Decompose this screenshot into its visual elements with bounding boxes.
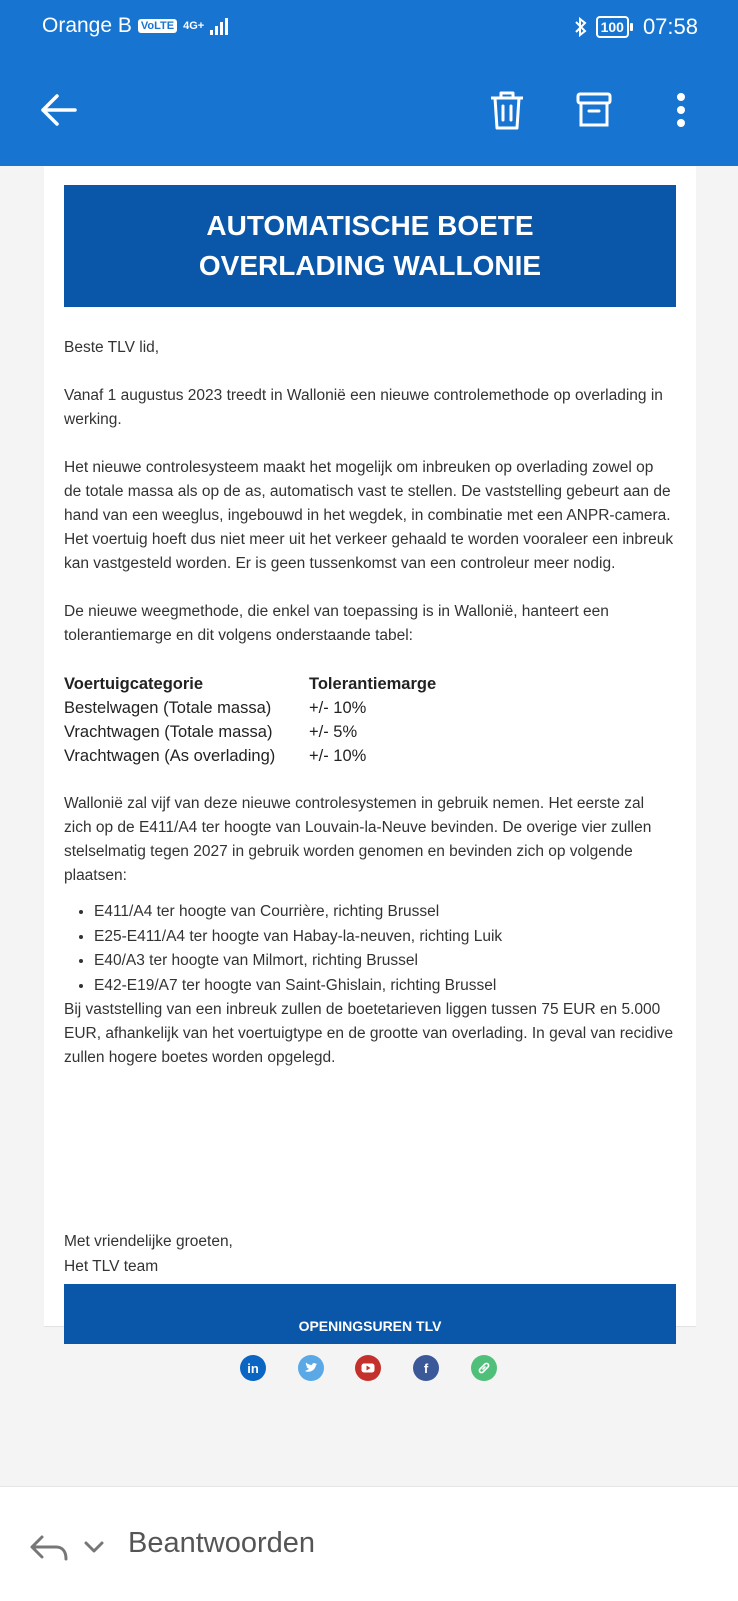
cell-category: Vrachtwagen (Totale massa) [64,723,273,741]
paragraph-fines: Bij vaststelling van een inbreuk zullen de boetetarieven liggen tussen 75 EUR en 5.000 EUR, afhankelijk van het voertuigtype en de grootte van overlading. In geval van recidive zullen hogere boetes worden opgelegd. [64,1001,674,1066]
signoff-greeting: Met vriendelijke groeten, [64,1233,233,1250]
archive-icon [574,89,614,131]
table-row [64,696,674,720]
email-card [44,166,696,1327]
back-button[interactable] [30,82,86,138]
reply-button[interactable] [28,1517,428,1577]
facebook-link[interactable] [413,1355,439,1381]
linkedin-link[interactable] [240,1355,266,1381]
header-category: Voertuigcategorie [64,675,204,693]
status-left [42,14,228,38]
battery-icon: 100 [596,16,629,38]
header-margin: Tolerantiemarge [309,675,437,693]
reply-icon [28,1533,70,1563]
arrow-left-icon [37,89,79,131]
cell-margin: +/- 10% [309,747,367,765]
website-link[interactable] [471,1355,497,1381]
mail-toolbar [0,52,738,166]
link-icon [477,1361,491,1375]
more-options-button[interactable] [666,82,696,138]
youtube-icon [361,1363,375,1373]
network-type: 4G+ [183,19,205,32]
cell-margin: +/- 10% [309,699,367,717]
volte-badge: VoLTE [138,19,177,33]
signoff-team: Het TLV team [64,1258,159,1275]
twitter-icon [304,1362,318,1374]
reply-label: Beantwoorden [128,1527,316,1559]
greeting: Beste TLV lid, [64,339,160,356]
paragraph-locations-intro: Wallonië zal vijf van deze nieuwe controlesystemen in gebruik nemen. Het eerste zal zich op de E411/A4 ter hoogte van Louvain-la-Neuve bevinden. De overige vier zullen stelselmatig tegen 2027 in gebruik worden genomen en bevinden zich op volgende plaatsen: [64,795,652,884]
reply-bar [0,1486,738,1601]
cell-category: Bestelwagen (Totale massa) [64,699,272,717]
banner-title-line2: OVERLADING WALLONIE [198,250,542,281]
social-links [0,1355,738,1385]
opening-hours-banner [64,1284,676,1344]
signal-icon [210,17,228,35]
locations-list [64,900,674,998]
linkedin-icon: in [247,1360,259,1376]
bluetooth-icon [574,16,588,38]
list-item: • E40/A3 ter hoogte van Milmort, richting Brussel [94,949,674,974]
table-row [64,720,674,744]
paragraph-system: Het nieuwe controlesysteem maakt het mogelijk om inbreuken op overlading zowel op de totale massa als op de as, automatisch vast te stellen. De vaststelling gebeurt aan de hand van een weeglus, ingebouwd in het wegdek, in combinatie met een ANPR-camera. Het voertuig hoeft dus niet meer uit het verkeer gehaald te worden vooraleer een inbreuk kan vastgesteld worden. Er is geen tussenkomst van een controleur meer nodig. [64,459,674,572]
more-vertical-icon [676,92,686,128]
cell-category: Vrachtwagen (As overlading) [64,747,276,765]
list-item: • E411/A4 ter hoogte van Courrière, richting Brussel [94,900,674,925]
carrier-name: Orange B [42,14,132,37]
trash-icon [487,88,527,132]
delete-button[interactable] [479,82,535,138]
banner-title-line1: AUTOMATISCHE BOETE [206,210,534,241]
status-bar [0,0,738,52]
list-item: • E25-E411/A4 ter hoogte van Habay-la-neuven, richting Luik [94,925,674,950]
list-item: • E42-E19/A7 ter hoogte van Saint-Ghislain, richting Brussel [94,974,674,999]
email-body [64,336,674,1094]
paragraph-method: De nieuwe weegmethode, die enkel van toepassing is in Wallonië, hanteert een tolerantiemarge en dit volgens onderstaande tabel: [64,603,609,644]
signoff [64,1229,233,1279]
tolerance-table [64,672,674,768]
table-header [64,672,674,696]
youtube-link[interactable] [355,1355,381,1381]
facebook-icon: f [423,1360,429,1376]
table-row [64,744,674,768]
cell-margin: +/- 5% [309,723,358,741]
opening-hours-title: OPENINGSUREN TLV [298,1318,442,1334]
twitter-link[interactable] [298,1355,324,1381]
email-banner [64,185,676,307]
paragraph-intro: Vanaf 1 augustus 2023 treedt in Wallonië een nieuwe controlemethode op overlading in werking. [64,387,663,428]
status-right [574,14,698,40]
clock: 07:58 [642,14,698,39]
chevron-down-icon [84,1540,104,1554]
archive-button[interactable] [566,82,622,138]
